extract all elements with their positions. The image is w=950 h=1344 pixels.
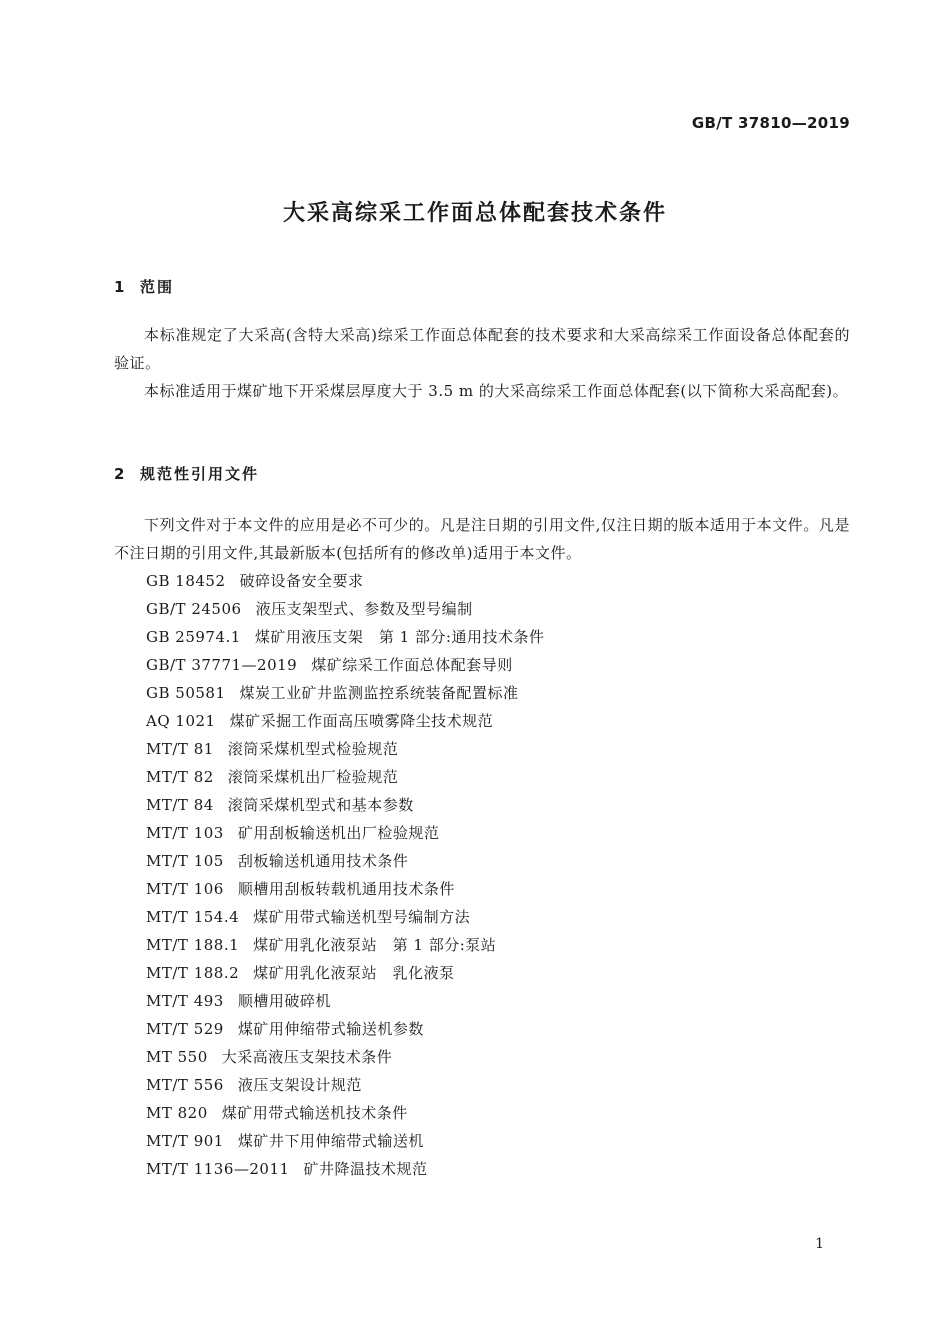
reference-code: MT/T 493 bbox=[146, 992, 224, 1010]
reference-item bbox=[146, 707, 544, 735]
reference-item bbox=[146, 735, 544, 763]
reference-item bbox=[146, 1071, 544, 1099]
reference-item bbox=[146, 595, 544, 623]
reference-code: MT/T 103 bbox=[146, 824, 224, 842]
reference-item bbox=[146, 931, 544, 959]
reference-item bbox=[146, 763, 544, 791]
reference-title: 液压支架设计规范 bbox=[237, 1076, 362, 1094]
reference-code: MT/T 84 bbox=[146, 796, 214, 814]
reference-code: MT/T 105 bbox=[146, 852, 224, 870]
normative-references-list bbox=[146, 567, 544, 1183]
section-number: 2 bbox=[114, 465, 125, 483]
reference-title: 煤矿用乳化液泵站 乳化液泵 bbox=[253, 964, 455, 982]
reference-title: 煤矿用乳化液泵站 第 1 部分:泵站 bbox=[253, 936, 497, 954]
reference-code: GB/T 24506 bbox=[146, 600, 242, 618]
reference-item bbox=[146, 903, 544, 931]
reference-title: 煤矿用带式输送机技术条件 bbox=[221, 1104, 408, 1122]
reference-title: 煤矿井下用伸缩带式输送机 bbox=[237, 1132, 424, 1150]
reference-title: 煤矿采掘工作面高压喷雾降尘技术规范 bbox=[229, 712, 494, 730]
reference-code: GB/T 37771—2019 bbox=[146, 656, 298, 674]
reference-title: 顺槽用刮板转载机通用技术条件 bbox=[237, 880, 455, 898]
reference-item bbox=[146, 623, 544, 651]
reference-code: MT/T 106 bbox=[146, 880, 224, 898]
reference-title: 滚筒采煤机出厂检验规范 bbox=[227, 768, 399, 786]
reference-title: 破碎设备安全要求 bbox=[239, 572, 364, 590]
page-number: 1 bbox=[815, 1236, 824, 1252]
reference-title: 矿用刮板输送机出厂检验规范 bbox=[237, 824, 440, 842]
reference-item bbox=[146, 1099, 544, 1127]
reference-item bbox=[146, 959, 544, 987]
reference-item bbox=[146, 987, 544, 1015]
reference-title: 煤矿用伸缩带式输送机参数 bbox=[237, 1020, 424, 1038]
reference-item bbox=[146, 875, 544, 903]
reference-item bbox=[146, 651, 544, 679]
reference-title: 煤矿综采工作面总体配套导则 bbox=[311, 656, 513, 674]
reference-title: 煤炭工业矿井监测监控系统装备配置标准 bbox=[239, 684, 519, 702]
scope-paragraph-2: 本标准适用于煤矿地下开采煤层厚度大于 3.5 m 的大采高综采工作面总体配套(以下简称大采高配套)。 bbox=[144, 382, 849, 400]
section-number: 1 bbox=[114, 278, 125, 296]
reference-code: MT/T 154.4 bbox=[146, 908, 240, 926]
reference-code: MT/T 188.2 bbox=[146, 964, 240, 982]
reference-code: GB 50581 bbox=[146, 684, 226, 702]
reference-title: 大采高液压支架技术条件 bbox=[221, 1048, 393, 1066]
reference-code: MT/T 901 bbox=[146, 1132, 224, 1150]
reference-code: GB 18452 bbox=[146, 572, 226, 590]
reference-title: 煤矿用带式输送机型号编制方法 bbox=[253, 908, 471, 926]
reference-title: 顺槽用破碎机 bbox=[237, 992, 331, 1010]
reference-code: GB 25974.1 bbox=[146, 628, 241, 646]
section-title: 范围 bbox=[140, 278, 175, 296]
reference-item bbox=[146, 1043, 544, 1071]
reference-title: 滚筒采煤机型式检验规范 bbox=[227, 740, 399, 758]
reference-item bbox=[146, 567, 544, 595]
reference-item bbox=[146, 847, 544, 875]
reference-code: MT 550 bbox=[146, 1048, 208, 1066]
reference-title: 滚筒采煤机型式和基本参数 bbox=[227, 796, 414, 814]
section-2-heading bbox=[114, 463, 259, 484]
reference-item bbox=[146, 791, 544, 819]
reference-code: MT/T 81 bbox=[146, 740, 214, 758]
reference-code: MT/T 1136—2011 bbox=[146, 1160, 290, 1178]
reference-code: AQ 1021 bbox=[146, 712, 216, 730]
reference-title: 液压支架型式、参数及型号编制 bbox=[255, 600, 473, 618]
reference-item bbox=[146, 679, 544, 707]
reference-code: MT/T 556 bbox=[146, 1076, 224, 1094]
reference-code: MT 820 bbox=[146, 1104, 208, 1122]
reference-code: MT/T 188.1 bbox=[146, 936, 240, 954]
references-intro-paragraph: 下列文件对于本文件的应用是必不可少的。凡是注日期的引用文件,仅注日期的版本适用于本文件。凡是不注日期的引用文件,其最新版本(包括所有的修改单)适用于本文件。 bbox=[114, 516, 850, 562]
reference-item bbox=[146, 1155, 544, 1183]
reference-title: 煤矿用液压支架 第 1 部分:通用技术条件 bbox=[254, 628, 545, 646]
reference-code: MT/T 529 bbox=[146, 1020, 224, 1038]
reference-code: MT/T 82 bbox=[146, 768, 214, 786]
reference-title: 矿井降温技术规范 bbox=[303, 1160, 428, 1178]
standard-number: GB/T 37810—2019 bbox=[691, 114, 850, 132]
reference-title: 刮板输送机通用技术条件 bbox=[237, 852, 409, 870]
reference-item bbox=[146, 819, 544, 847]
scope-paragraph-1: 本标准规定了大采高(含特大采高)综采工作面总体配套的技术要求和大采高综采工作面设备总体配套的验证。 bbox=[114, 326, 850, 372]
document-title: 大采高综采工作面总体配套技术条件 bbox=[282, 201, 667, 226]
reference-item bbox=[146, 1015, 544, 1043]
section-title: 规范性引用文件 bbox=[140, 465, 260, 483]
section-1-heading bbox=[114, 276, 174, 297]
reference-item bbox=[146, 1127, 544, 1155]
